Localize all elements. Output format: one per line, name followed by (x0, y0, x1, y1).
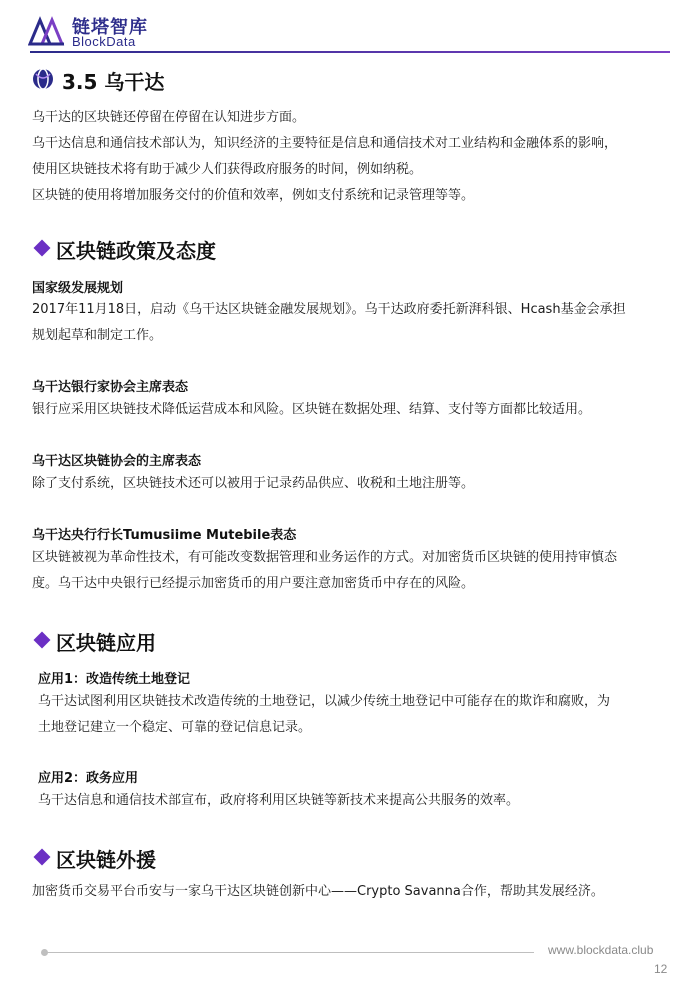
section-title: 3.5 乌干达 (62, 70, 165, 94)
page-number: 12 (654, 962, 668, 976)
policy-item-line-1a: 2017年11月18日，启动《乌干达区块链金融发展规划》。乌干达政府委托新湃科银、Hcash基金会承担 (32, 302, 626, 317)
application-item-title-1: 应用1：改造传统土地登记 (38, 672, 191, 687)
policy-item-title-2: 乌干达银行家协会主席表态 (32, 380, 189, 395)
application-item-title-2: 应用2：政务应用 (38, 771, 139, 786)
intro-paragraph-4: 区块链的使用将增加服务交付的价值和效率，例如支付系统和记录管理等等。 (32, 188, 475, 203)
header-divider (30, 51, 670, 53)
footer-divider (44, 952, 534, 953)
intro-paragraph-2: 乌干达信息和通信技术部认为，知识经济的主要特征是信息和通信技术对工业结构和金融体系的影响， (32, 136, 618, 151)
footer-url: www.blockdata.club (548, 943, 654, 957)
policy-item-title-4: 乌干达央行行长Tumusiime Mutebile表态 (32, 528, 297, 543)
diamond-bullet-icon (34, 632, 51, 649)
policy-item-line-4b: 度。乌干达中央银行已经提示加密货币的用户要注意加密货币中存在的风险。 (32, 576, 475, 591)
application-item-line-2a: 乌干达信息和通信技术部宣布，政府将利用区块链等新技术来提高公共服务的效率。 (38, 793, 520, 808)
aid-heading: 区块链外援 (56, 848, 156, 872)
application-item-line-1b: 土地登记建立一个稳定、可靠的登记信息记录。 (38, 720, 312, 735)
aid-paragraph: 加密货币交易平台币安与一家乌干达区块链创新中心——Crypto Savanna合作，帮助其发展经济。 (32, 884, 604, 899)
section-globe-icon (32, 68, 54, 90)
intro-paragraph-3: 使用区块链技术将有助于减少人们获得政府服务的时间，例如纳税。 (32, 162, 423, 177)
policy-item-line-1b: 规划起草和制定工作。 (32, 328, 163, 343)
policy-item-line-3a: 除了支付系统，区块链技术还可以被用于记录药品供应、收税和土地注册等。 (32, 476, 475, 491)
intro-paragraph-1: 乌干达的区块链还停留在停留在认知进步方面。 (32, 110, 306, 125)
diamond-bullet-icon (34, 240, 51, 257)
blockdata-logo-icon (28, 14, 66, 46)
application-heading: 区块链应用 (56, 631, 156, 655)
policy-item-line-4a: 区块链被视为革命性技术，有可能改变数据管理和业务运作的方式。对加密货币区块链的使用持审慎态 (32, 550, 618, 565)
policy-item-line-2a: 银行应采用区块链技术降低运营成本和风险。区块链在数据处理、结算、支付等方面都比较适用。 (32, 402, 592, 417)
diamond-bullet-icon (34, 849, 51, 866)
application-item-line-1a: 乌干达试图利用区块链技术改造传统的土地登记，以减少传统土地登记中可能存在的欺诈和腐败，为 (38, 694, 611, 709)
policy-heading: 区块链政策及态度 (56, 239, 216, 263)
policy-item-title-1: 国家级发展规划 (32, 281, 124, 296)
policy-item-title-3: 乌干达区块链协会的主席表态 (32, 454, 202, 469)
logo-chinese-name: 链塔智库 (72, 17, 148, 38)
logo-english-name: BlockData (72, 34, 136, 49)
